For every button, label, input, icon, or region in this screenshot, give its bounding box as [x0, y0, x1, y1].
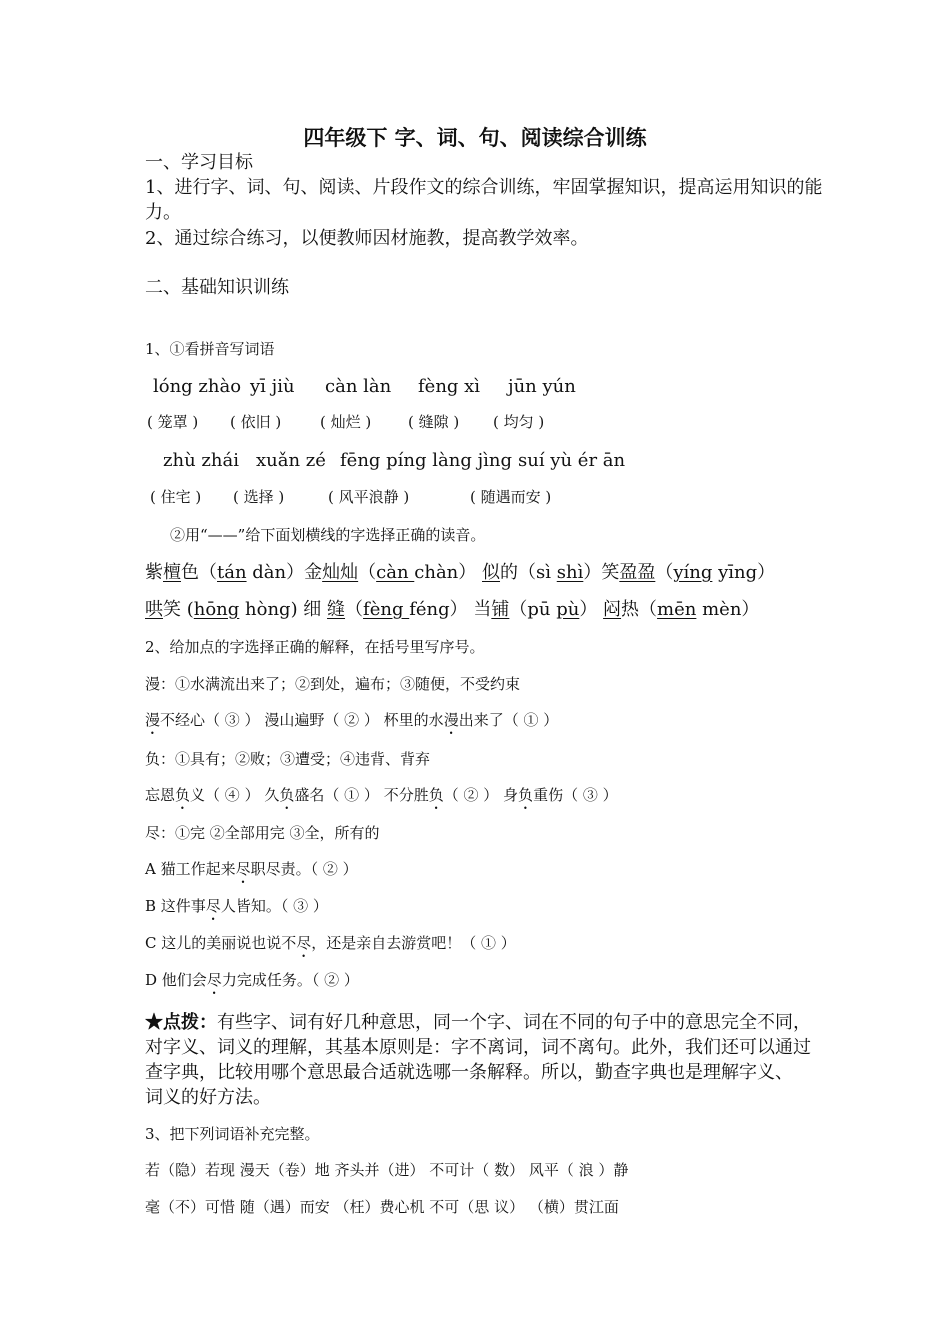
answer-7: ( 选择 ) [233, 488, 285, 506]
reading-line-2: 哄笑 (hōng hòng) 细 缝（fèng féng） 当铺（pū pù） 闷热（mēn mèn） [145, 599, 760, 620]
fu-definition: 负：①具有；②败；③遭受；④违背、背弃 [145, 750, 431, 768]
answer-9: ( 随遇而安 ) [470, 488, 552, 506]
pinyin-7: xuǎn zé [256, 450, 326, 471]
tip-line-3: 查字典，比较用哪个意思最合适就选哪一条解释。所以，勤查字典也是理解字义、 [145, 1062, 793, 1083]
man-definition: 漫：①水满流出来了；②到处，遍布；③随便，不受约束 [145, 675, 521, 693]
pinyin-2: yī jiù [250, 376, 295, 397]
pinyin-3: càn làn [325, 376, 392, 397]
goal-item-2: 2、通过综合练习，以便教师因材施教，提高教学效率。 [145, 228, 589, 249]
pinyin-6: zhù zhái [163, 450, 239, 471]
idiom-line-2: 毫（不）可惜 随（遇）而安 （枉）费心机 不可（思 议） （横）贯江面 [145, 1198, 619, 1216]
section-1-heading: 一、学习目标 [145, 152, 253, 173]
answer-6: ( 住宅 ) [150, 488, 202, 506]
man-items: 漫不经心（ ③ ） 漫山遍野（ ② ） 杯里的水漫出来了（ ① ） [145, 711, 559, 729]
jin-item-d: D 他们会尽力完成任务。（ ② ） [145, 971, 359, 989]
goal-item-1-line-2: 力。 [145, 202, 181, 223]
question-1-label: 1、①看拼音写词语 [145, 340, 275, 358]
goal-item-1-line-1: 1、进行字、词、句、阅读、片段作文的综合训练，牢固掌握知识，提高运用知识的能 [145, 177, 823, 198]
pinyin-8: fēng píng làng jìng [340, 450, 513, 471]
idiom-line-1: 若（隐）若现 漫天（卷）地 齐头并（进） 不可计（ 数） 风平（ 浪 ）静 [145, 1161, 629, 1179]
tip-line-2: 对字义、词义的理解，其基本原则是：字不离词，词不离句。此外，我们还可以通过 [145, 1037, 811, 1058]
question-3-label: 3、把下列词语补充完整。 [145, 1125, 320, 1143]
pinyin-4: fèng xì [418, 376, 481, 397]
question-1b-label: ②用“——”给下面划横线的字选择正确的读音。 [170, 526, 486, 544]
tip-line-4: 词义的好方法。 [145, 1087, 271, 1108]
jin-item-c: C 这儿的美丽说也说不尽，还是亲自去游赏吧！（ ① ） [145, 934, 516, 952]
jin-item-b: B 这件事尽人皆知。（ ③ ） [145, 897, 328, 915]
jin-definition: 尽：①完 ②全部用完 ③全，所有的 [145, 824, 380, 842]
question-2-label: 2、给加点的字选择正确的解释，在括号里写序号。 [145, 638, 485, 656]
document-title: 四年级下 字、词、句、阅读综合训练 [303, 125, 647, 150]
reading-line-1: 紫檀色（tán dàn）金灿灿（càn chàn） 似的（sì shì）笑盈盈（yíng yīng） [145, 562, 776, 583]
answer-2: ( 依旧 ) [230, 413, 282, 431]
jin-item-a: A 猫工作起来尽职尽责。（ ② ） [145, 860, 358, 878]
answer-8: ( 风平浪静 ) [328, 488, 410, 506]
answer-4: ( 缝隙 ) [408, 413, 460, 431]
answer-5: ( 均匀 ) [493, 413, 545, 431]
fu-items: 忘恩负义（ ④ ） 久负盛名（ ① ） 不分胜负（ ② ） 身负重伤（ ③ ） [145, 786, 618, 804]
pinyin-1: lóng zhào [153, 376, 242, 397]
answer-3: ( 灿烂 ) [320, 413, 372, 431]
tip-line-1: ★点拨：有些字、词有好几种意思，同一个字、词在不同的句子中的意思完全不同， [145, 1012, 811, 1033]
pinyin-9: suí yù ér ān [518, 450, 626, 471]
tip-label: ★点拨： [145, 1012, 217, 1033]
pinyin-5: jūn yún [508, 376, 576, 397]
section-2-heading: 二、基础知识训练 [145, 277, 289, 298]
answer-1: ( 笼罩 ) [147, 413, 199, 431]
